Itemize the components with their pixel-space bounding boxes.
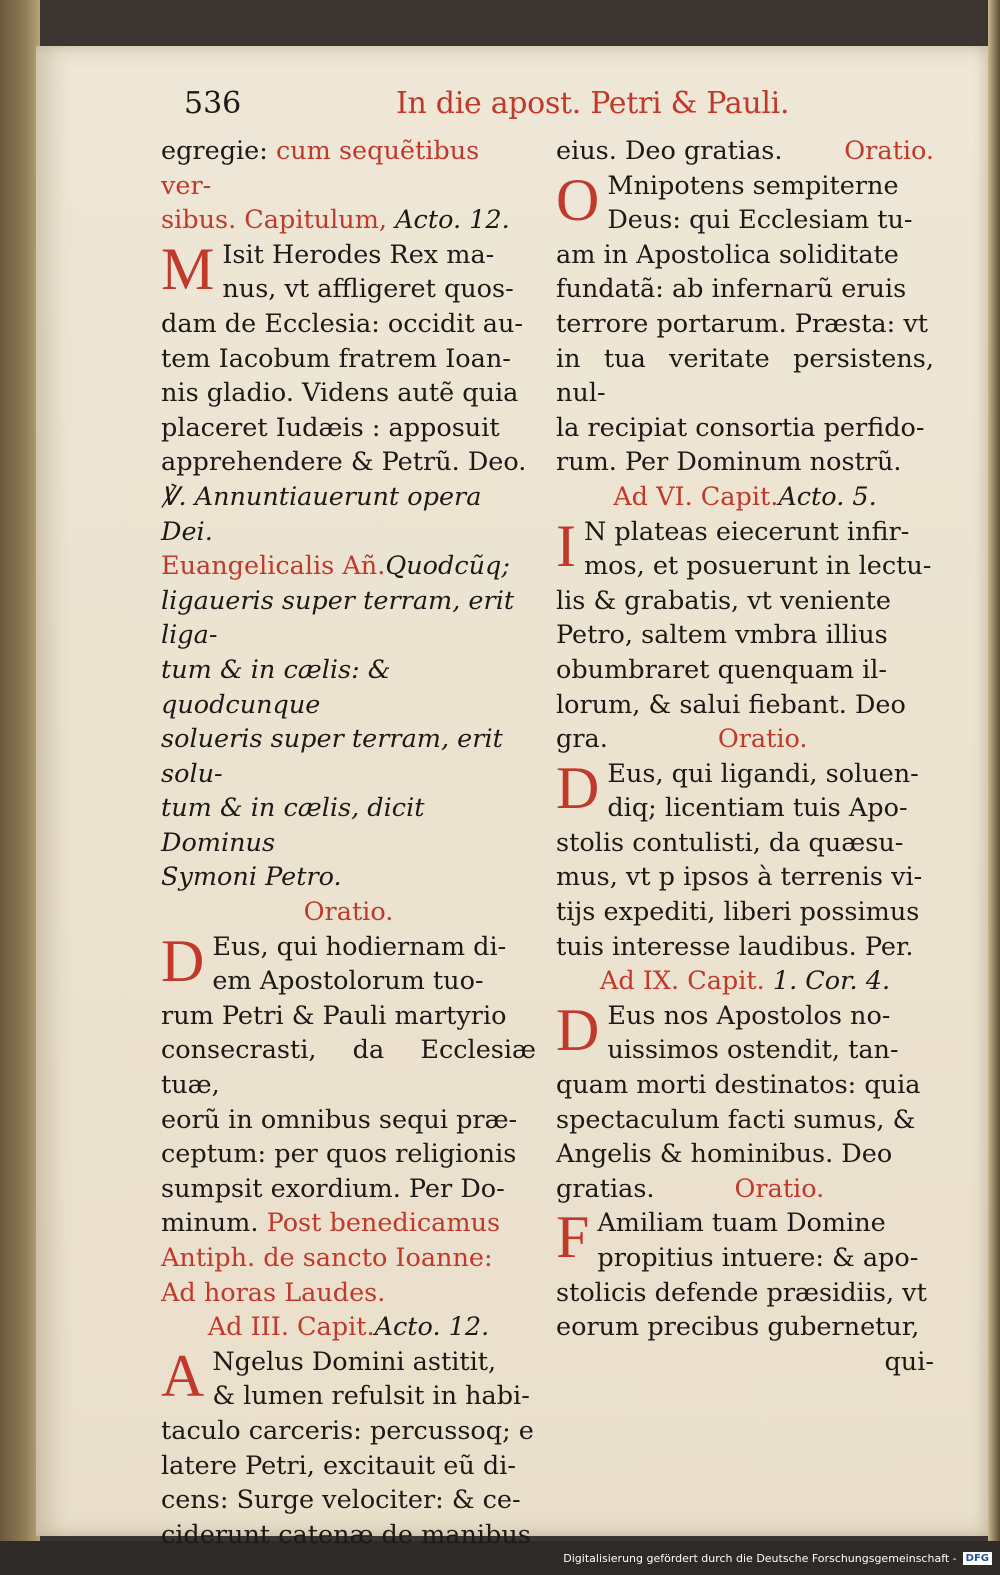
text-line bbox=[161, 549, 536, 584]
text-line: Eus, qui ligandi, soluen- bbox=[607, 758, 919, 789]
text-line: tijs expediti, liberi possimus bbox=[556, 897, 920, 928]
text-line: tem Iacobum fratrem Ioan- bbox=[161, 343, 511, 374]
text-line bbox=[161, 1310, 536, 1345]
paragraph-angelus bbox=[161, 1342, 536, 1553]
paragraph-deus-ligandi bbox=[556, 754, 934, 965]
text-line: ciderunt catenæ de manibus bbox=[161, 1519, 531, 1550]
rubric-segment: Post benedicamus bbox=[266, 1208, 501, 1239]
text-line: Eus, qui hodiernam di- bbox=[212, 931, 507, 962]
text-line bbox=[161, 1206, 536, 1241]
book-page bbox=[36, 46, 988, 1550]
text-segment: egregie: bbox=[161, 136, 268, 166]
antiphon-line: solueris super terram, erit solu- bbox=[161, 724, 503, 789]
drop-capital: I bbox=[556, 512, 576, 579]
running-title: In die apost. Petri & Pauli. bbox=[396, 86, 790, 121]
text-line: Petro, saltem vmbra illius bbox=[556, 620, 888, 651]
text-line: propitius intuere: & apo- bbox=[597, 1243, 919, 1273]
digitization-credit bbox=[563, 1545, 992, 1571]
antiphon-text: Quodcũq; bbox=[385, 551, 510, 582]
drop-capital: F bbox=[556, 1204, 590, 1271]
text-line bbox=[556, 964, 934, 999]
text-line: placeret Iudæis : apposuit bbox=[161, 412, 500, 443]
right-column bbox=[556, 134, 934, 1379]
text-line: obumbraret quenquam il- bbox=[556, 654, 888, 685]
oratio-heading: Oratio. bbox=[734, 1173, 825, 1204]
paragraph-misit bbox=[161, 235, 536, 480]
credit-text: Digitalisierung gefördert durch die Deutsche Forschungsgemeinschaft - bbox=[563, 1551, 957, 1565]
oratio-heading: Oratio. bbox=[717, 724, 808, 755]
text-line: Angelis & hominibus. Deo bbox=[556, 1139, 893, 1170]
text-line: spectaculum facti sumus, & bbox=[556, 1104, 916, 1135]
text-line: uissimos ostendit, tan- bbox=[607, 1035, 899, 1066]
text-line bbox=[161, 134, 536, 203]
paragraph-familiam bbox=[556, 1206, 934, 1344]
drop-capital: D bbox=[556, 996, 600, 1063]
antiphon-line: ligaueris super terram, erit liga- bbox=[161, 585, 515, 651]
book-edge-right bbox=[988, 0, 1000, 1575]
text-line: nus, vt affligeret quos- bbox=[222, 274, 514, 305]
rubric-segment: Ad III. Capit. bbox=[207, 1312, 375, 1343]
rubric-line: Antiph. de sancto Ioanne: bbox=[161, 1243, 493, 1273]
oratio-heading: Oratio. bbox=[303, 897, 394, 928]
text-line: am in Apostolica soliditate bbox=[556, 239, 899, 270]
text-line bbox=[556, 134, 934, 169]
text-line bbox=[556, 722, 934, 757]
text-line: tuis interesse laudibus. Per. bbox=[556, 931, 914, 962]
text-line bbox=[556, 480, 934, 515]
text-line: Deus: qui Ecclesiam tu- bbox=[607, 205, 913, 236]
text-line: taculo carceris: percussoq; e bbox=[161, 1415, 534, 1446]
text-line: rum Petri & Pauli martyrio bbox=[161, 1000, 507, 1031]
paragraph-in-plateas bbox=[556, 512, 934, 723]
text-line: diq; licentiam tuis Apo- bbox=[607, 793, 908, 824]
antiphon-line: tum & in cælis, dicit Dominus bbox=[161, 793, 425, 858]
rubric-segment: Ad VI. Capit. bbox=[613, 481, 779, 512]
text-line bbox=[556, 1172, 934, 1207]
text-line: stolis contulisti, da quæsu- bbox=[556, 827, 904, 858]
text-line: in tua veritate persistens, nul- bbox=[556, 343, 934, 409]
text-line: Amiliam tuam Domine bbox=[597, 1208, 886, 1239]
text-line: eorum precibus gubernetur, bbox=[556, 1312, 920, 1343]
drop-capital: M bbox=[161, 235, 215, 302]
text-line: nis gladio. Videns autẽ quia bbox=[161, 378, 519, 409]
rubric-segment: cum sequẽtibus ver- bbox=[161, 136, 480, 201]
left-column bbox=[161, 134, 536, 1552]
scripture-reference: 1. Cor. 4. bbox=[772, 966, 891, 997]
text-line: cens: Surge velociter: & ce- bbox=[161, 1485, 521, 1516]
text-segment: gra. bbox=[556, 724, 608, 755]
catchword: qui- bbox=[884, 1346, 934, 1377]
drop-capital: O bbox=[556, 166, 600, 233]
rubric-segment: Euangelicalis Añ. bbox=[161, 551, 386, 582]
text-line: Isit Herodes Rex ma- bbox=[222, 239, 495, 270]
rubric-line: Ad horas Laudes. bbox=[161, 1277, 386, 1308]
text-line: N plateas eiecerunt infir- bbox=[583, 516, 910, 547]
text-line: mus, vt p ipsos à terrenis vi- bbox=[556, 862, 923, 893]
text-line: Eus nos Apostolos no- bbox=[607, 1000, 891, 1031]
text-line: sumpsit exordium. Per Do- bbox=[161, 1173, 505, 1204]
text-segment: gratias. bbox=[556, 1173, 655, 1204]
running-head bbox=[36, 86, 988, 136]
text-line: rum. Per Dominum nostrũ. bbox=[556, 447, 902, 478]
text-line: Ngelus Domini astitit, bbox=[212, 1346, 497, 1377]
text-line: lis & grabatis, vt veniente bbox=[556, 585, 891, 616]
drop-capital: A bbox=[161, 1342, 205, 1409]
paragraph-deus-hodiernam bbox=[161, 927, 536, 1207]
oratio-heading: Oratio. bbox=[844, 136, 934, 166]
text-line: eorũ in omnibus sequi præ- bbox=[161, 1104, 518, 1135]
versicle: ℣. Annuntiauerunt opera Dei. bbox=[161, 481, 482, 547]
antiphon-line: tum & in cælis: & quodcunque bbox=[161, 654, 391, 720]
text-line: la recipiat consortia perfido- bbox=[556, 412, 925, 443]
text-segment: eius. Deo gratias. bbox=[556, 136, 783, 166]
text-line: stolicis defende præsidiis, vt bbox=[556, 1277, 927, 1308]
text-line: dam de Ecclesia: occidit au- bbox=[161, 308, 524, 339]
text-line: mos, et posuerunt in lectu- bbox=[583, 551, 932, 582]
text-line: quam morti destinatos: quia bbox=[556, 1070, 921, 1101]
page-number: 536 bbox=[184, 86, 242, 121]
text-line: apprehendere & Petrũ. Deo. bbox=[161, 447, 527, 478]
text-line: & lumen refulsit in habi- bbox=[212, 1381, 530, 1412]
text-line: lorum, & salui fiebant. Deo bbox=[556, 689, 906, 720]
text-segment: minum. bbox=[161, 1208, 259, 1239]
drop-capital: D bbox=[161, 927, 205, 994]
text-line: Mnipotens sempiterne bbox=[607, 170, 899, 201]
drop-capital: D bbox=[556, 754, 600, 821]
scripture-reference: Acto. 12. bbox=[374, 1312, 490, 1343]
book-binding-left bbox=[0, 0, 40, 1575]
text-line: em Apostolorum tuo- bbox=[212, 966, 484, 997]
text-line bbox=[161, 203, 536, 238]
text-line: ceptum: per quos religionis bbox=[161, 1139, 517, 1170]
scripture-reference: Acto. 5. bbox=[778, 481, 877, 512]
text-line: terrore portarum. Præsta: vt bbox=[556, 308, 928, 339]
paragraph-deus-nos bbox=[556, 996, 934, 1172]
dfg-logo: DFG bbox=[963, 1552, 992, 1565]
text-line: consecrasti, da Ecclesiæ tuæ, bbox=[161, 1035, 536, 1101]
antiphon-line: Symoni Petro. bbox=[161, 862, 342, 893]
paragraph-omnipotens bbox=[556, 166, 934, 480]
scripture-reference: Acto. 12. bbox=[395, 205, 510, 236]
text-line: fundatã: ab infernarũ eruis bbox=[556, 274, 907, 305]
text-line: latere Petri, excitauit eũ di- bbox=[161, 1450, 516, 1481]
rubric-segment: Ad IX. Capit. bbox=[599, 966, 765, 997]
rubric-segment: sibus. Capitulum, bbox=[161, 205, 388, 236]
